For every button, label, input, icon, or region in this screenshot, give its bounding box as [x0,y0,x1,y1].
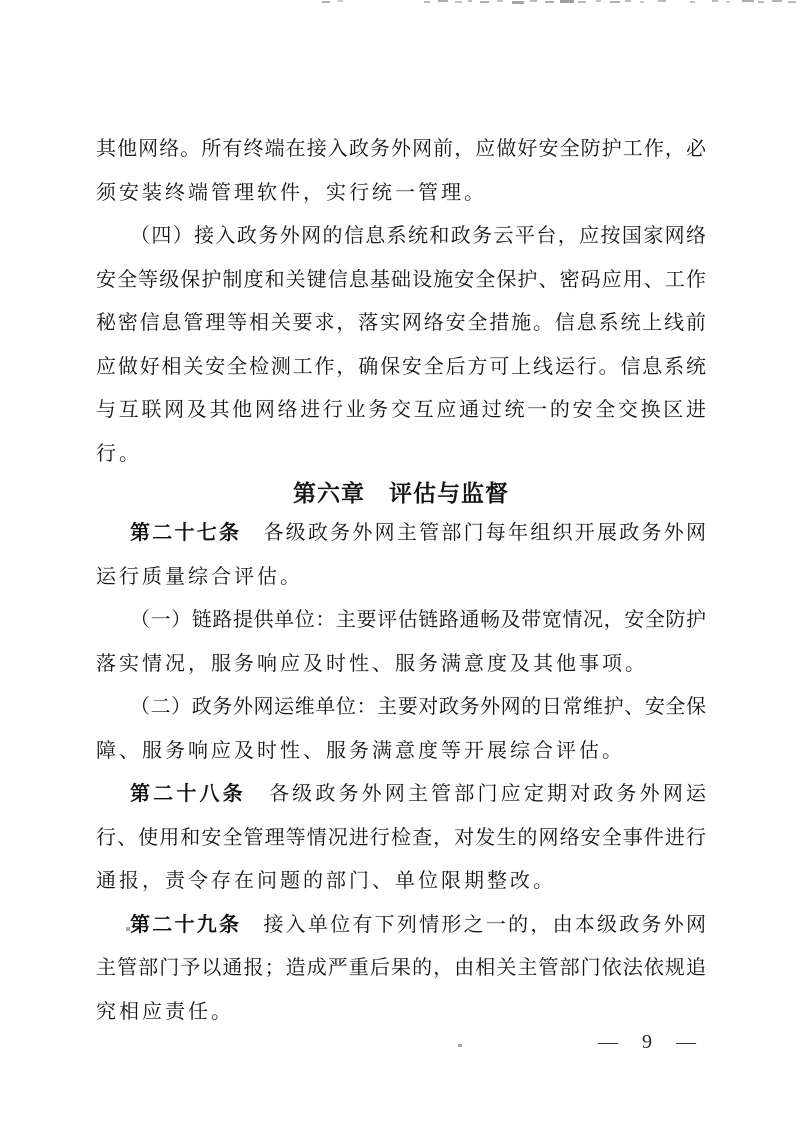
text-segment: 主管部门予以通报；造成严重后果的，由相关主管部门依法依规追 [96,957,706,979]
page-number-dash-right: — [676,1030,696,1053]
text-segment: 与互联网及其他网络进行业务交互应通过统一的安全交换区进 [96,399,706,421]
ink-speck [458,1044,462,1047]
text-segment: 各级政务外网主管部门每年组织开展政务外网 [241,522,706,544]
text-segment: 行。 [96,442,142,465]
text-line [96,172,706,216]
text-line [96,346,706,390]
ink-speck [322,1,330,3]
ink-speck [424,1,430,3]
ink-speck [530,0,537,2]
text-segment: （二）政务外网运维单位：主要对政务外网的日常维护、安全保 [130,696,706,718]
text-line [96,215,706,259]
text-segment: 秘密信息管理等相关要求，落实网络安全措施。信息系统上线前 [96,312,706,334]
ink-speck [512,1,524,4]
ink-speck [726,1,730,3]
ink-speck [640,1,644,3]
text-line [96,556,706,600]
ink-speck [455,1,462,3]
text-line [96,817,706,861]
page-number-dash-left: — [598,1030,618,1053]
document-text [96,128,706,1034]
text-segment: 运行质量综合评估。 [96,565,303,588]
ink-speck [690,1,695,3]
text-line [96,128,706,172]
text-line [96,860,706,904]
text-segment: 障、服务响应及时性、服务满意度等开展综合评估。 [96,739,625,762]
ink-speck [758,1,764,3]
ink-speck [545,1,554,3]
text-segment-bold: 第二十九条 [130,913,242,936]
text-segment-bold: 第六章 评估与监督 [293,481,509,506]
text-segment: 接入单位有下列情形之一的，由本级政务外网 [241,913,706,936]
text-line [96,773,706,817]
text-line [96,433,706,477]
chapter-heading [96,476,706,512]
text-line [96,302,706,346]
ink-speck [712,0,718,2]
text-segment: 行、使用和安全管理等情况进行检查，对发生的网络安全事件进行 [96,826,706,849]
text-segment: 究相应责任。 [96,1000,234,1023]
text-segment: 应做好相关安全检测工作，确保安全后方可上线运行。信息系统 [96,355,706,378]
text-line [96,730,706,774]
text-segment: （一）链路提供单位：主要评估链路通畅及带宽情况，安全防护 [130,609,706,631]
ink-speck [625,0,631,2]
text-line [96,947,706,991]
ink-speck [480,1,489,3]
ink-speck [560,0,574,3]
text-line [96,389,706,433]
text-line [96,259,706,303]
text-segment-bold: 第二十七条 [130,522,242,544]
ink-speck [742,0,754,2]
ink-speck [468,0,472,2]
ink-speck [658,0,666,2]
ink-speck [438,0,448,2]
text-segment: 各级政务外网主管部门应定期对政务外网运 [245,783,706,805]
text-line [96,599,706,643]
text-line [96,686,706,730]
text-segment: 须安装终端管理软件，实行统一管理。 [96,181,487,204]
ink-speck [338,0,343,2]
ink-speck [788,1,796,3]
text-segment: （四）接入政务外网的信息系统和政务云平台，应按国家网络 [130,225,706,247]
page-number [598,1028,696,1056]
ink-speck [578,1,586,3]
text-line [96,512,706,556]
text-segment: 安全等级保护制度和关键信息基础设施安全保护、密码应用、工作 [96,268,706,291]
ink-speck [596,0,601,2]
text-segment: 落实情况，服务响应及时性、服务满意度及其他事项。 [96,652,648,675]
ink-speck [610,1,620,3]
text-segment: 其他网络。所有终端在接入政务外网前，应做好安全防护工作，必 [96,138,706,160]
text-segment: 通报，责令存在问题的部门、单位限期整改。 [96,870,556,892]
ink-speck [772,0,782,2]
ink-speck [497,0,503,2]
text-line [96,643,706,687]
text-line [96,904,706,948]
text-segment-bold: 第二十八条 [130,783,246,805]
page-number-value: 9 [642,1030,652,1053]
